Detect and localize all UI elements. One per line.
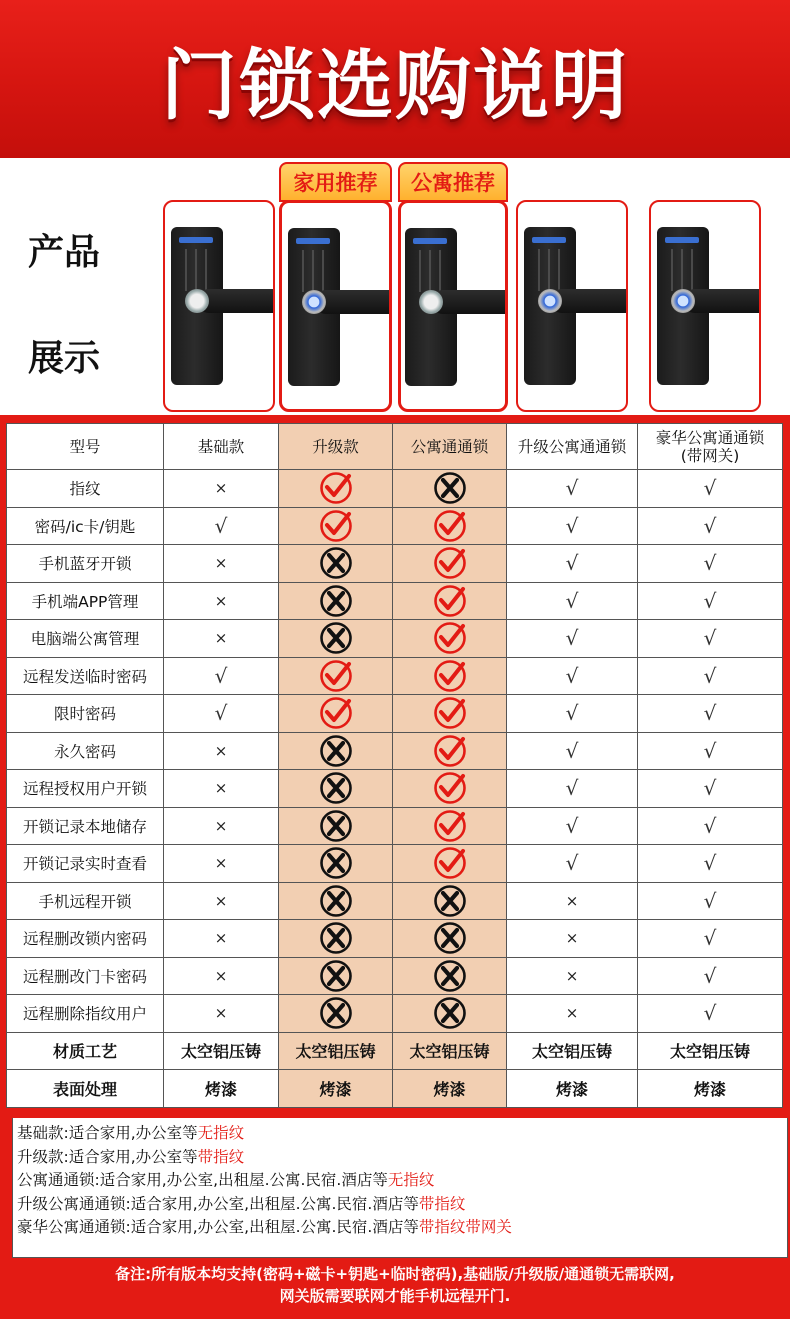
table-row <box>7 620 783 658</box>
cross-circle-icon <box>393 957 507 995</box>
cross-circle-icon <box>279 545 393 583</box>
material-row-label: 材质工艺 <box>7 1032 164 1070</box>
checkmark-apartment-upgrade: √ <box>507 770 638 808</box>
table-row <box>7 882 783 920</box>
table-row <box>7 657 783 695</box>
feature-label: 远程发送临时密码 <box>7 657 164 695</box>
notes-box <box>12 1118 788 1258</box>
product-card-upgrade[interactable] <box>279 200 392 412</box>
product-card-deluxe[interactable] <box>649 200 761 412</box>
note-highlight: 无指纹 <box>197 1124 245 1142</box>
cross-circle-icon <box>393 920 507 958</box>
checkmark-deluxe: √ <box>638 470 783 508</box>
comparison-section <box>0 415 790 1319</box>
comparison-table <box>6 423 783 1108</box>
feature-label: 远程授权用户开锁 <box>7 770 164 808</box>
cross-circle-icon <box>279 807 393 845</box>
page-title: 门锁选购说明 <box>161 40 629 130</box>
checkmark-basic: √ <box>164 657 279 695</box>
header-apartment-upgrade: 升级公寓通通锁 <box>507 424 638 470</box>
note-text: 基础款:适合家用,办公室等 <box>17 1124 198 1142</box>
header-model: 型号 <box>7 424 164 470</box>
checkmark-apartment-upgrade: √ <box>507 695 638 733</box>
showcase-label-bottom: 展示 <box>28 338 101 379</box>
checkmark-apartment-upgrade: √ <box>507 845 638 883</box>
cross-circle-icon <box>279 770 393 808</box>
note-line <box>17 1169 787 1193</box>
header-apartment: 公寓通通锁 <box>393 424 507 470</box>
surface-row <box>7 1070 783 1108</box>
material-row-value: 太空铝压铸 <box>279 1032 393 1070</box>
product-card-basic[interactable] <box>163 200 275 412</box>
check-circle-icon <box>279 507 393 545</box>
table-row <box>7 695 783 733</box>
checkmark-deluxe: √ <box>638 770 783 808</box>
checkmark-apartment-upgrade: √ <box>507 507 638 545</box>
cross-circle-icon <box>393 882 507 920</box>
table-row <box>7 920 783 958</box>
table-row <box>7 582 783 620</box>
table-row <box>7 545 783 583</box>
note-text: 公寓通通锁:适合家用,办公室,出租屋.公寓.民宿.酒店等 <box>17 1171 388 1189</box>
check-circle-icon <box>393 507 507 545</box>
table-row <box>7 957 783 995</box>
material-row-value: 太空铝压铸 <box>393 1032 507 1070</box>
feature-label: 手机远程开锁 <box>7 882 164 920</box>
cross-basic: × <box>164 770 279 808</box>
check-circle-icon <box>393 545 507 583</box>
checkmark-basic: √ <box>164 507 279 545</box>
showcase-label-top: 产品 <box>28 232 101 273</box>
table-row <box>7 732 783 770</box>
feature-label: 远程删除指纹用户 <box>7 995 164 1033</box>
checkmark-apartment-upgrade: √ <box>507 620 638 658</box>
checkmark-basic: √ <box>164 695 279 733</box>
checkmark-apartment-upgrade: √ <box>507 657 638 695</box>
note-line <box>17 1122 787 1146</box>
checkmark-deluxe: √ <box>638 995 783 1033</box>
note-line <box>17 1216 787 1240</box>
note-line <box>17 1193 787 1217</box>
note-line <box>17 1146 787 1170</box>
footer-remark <box>0 1263 790 1307</box>
cross-apartment-upgrade: × <box>507 995 638 1033</box>
feature-label: 开锁记录实时查看 <box>7 845 164 883</box>
table-row <box>7 807 783 845</box>
checkmark-apartment-upgrade: √ <box>507 545 638 583</box>
feature-label: 指纹 <box>7 470 164 508</box>
cross-basic: × <box>164 920 279 958</box>
product-card-apartment-upgrade[interactable] <box>516 200 628 412</box>
cross-circle-icon <box>279 732 393 770</box>
note-highlight: 无指纹 <box>387 1171 435 1189</box>
check-circle-icon <box>279 695 393 733</box>
check-circle-icon <box>393 770 507 808</box>
checkmark-deluxe: √ <box>638 920 783 958</box>
cross-basic: × <box>164 995 279 1033</box>
surface-row-value: 烤漆 <box>279 1070 393 1108</box>
note-text: 升级款:适合家用,办公室等 <box>17 1147 198 1166</box>
cross-basic: × <box>164 620 279 658</box>
checkmark-apartment-upgrade: √ <box>507 582 638 620</box>
checkmark-deluxe: √ <box>638 695 783 733</box>
table-row <box>7 770 783 808</box>
cross-circle-icon <box>279 882 393 920</box>
tag-home-recommend: 家用推荐 <box>279 162 392 202</box>
cross-basic: × <box>164 845 279 883</box>
check-circle-icon <box>393 620 507 658</box>
note-highlight: 带指纹 <box>197 1147 245 1166</box>
material-row-value: 太空铝压铸 <box>164 1032 279 1070</box>
checkmark-deluxe: √ <box>638 732 783 770</box>
cross-basic: × <box>164 470 279 508</box>
note-highlight: 带指纹 <box>418 1194 466 1213</box>
checkmark-deluxe: √ <box>638 657 783 695</box>
check-circle-icon <box>393 657 507 695</box>
check-circle-icon <box>279 657 393 695</box>
surface-row-value: 烤漆 <box>393 1070 507 1108</box>
checkmark-deluxe: √ <box>638 507 783 545</box>
check-circle-icon <box>393 807 507 845</box>
feature-label: 密码/ic卡/钥匙 <box>7 507 164 545</box>
feature-label: 手机蓝牙开锁 <box>7 545 164 583</box>
checkmark-deluxe: √ <box>638 582 783 620</box>
cross-circle-icon <box>279 582 393 620</box>
table-row <box>7 845 783 883</box>
surface-row-value: 烤漆 <box>164 1070 279 1108</box>
cross-basic: × <box>164 957 279 995</box>
cross-apartment-upgrade: × <box>507 957 638 995</box>
cross-circle-icon <box>279 845 393 883</box>
table-row <box>7 507 783 545</box>
header-basic: 基础款 <box>164 424 279 470</box>
cross-circle-icon <box>393 995 507 1033</box>
note-text: 升级公寓通通锁:适合家用,办公室,出租屋.公寓.民宿.酒店等 <box>17 1194 419 1213</box>
feature-label: 远程删改锁内密码 <box>7 920 164 958</box>
surface-row-value: 烤漆 <box>507 1070 638 1108</box>
check-circle-icon <box>393 695 507 733</box>
footer-line-1: 备注:所有版本均支持(密码+磁卡+钥匙+临时密码),基础版/升级版/通通锁无需联网, <box>115 1265 675 1283</box>
cross-circle-icon <box>279 995 393 1033</box>
note-highlight: 带指纹带网关 <box>418 1218 512 1236</box>
cross-circle-icon <box>279 957 393 995</box>
cross-circle-icon <box>393 470 507 508</box>
cross-apartment-upgrade: × <box>507 882 638 920</box>
checkmark-deluxe: √ <box>638 545 783 583</box>
surface-row-value: 烤漆 <box>638 1070 783 1108</box>
check-circle-icon <box>279 470 393 508</box>
header-upgrade: 升级款 <box>279 424 393 470</box>
checkmark-apartment-upgrade: √ <box>507 732 638 770</box>
cross-apartment-upgrade: × <box>507 920 638 958</box>
checkmark-deluxe: √ <box>638 620 783 658</box>
feature-label: 远程删改门卡密码 <box>7 957 164 995</box>
check-circle-icon <box>393 582 507 620</box>
header-deluxe-name: 豪华公寓通通锁 <box>655 428 765 447</box>
feature-label: 手机端APP管理 <box>7 582 164 620</box>
footer-line-2: 网关版需要联网才能手机远程开门. <box>279 1287 511 1305</box>
note-text: 豪华公寓通通锁:适合家用,办公室,出租屋.公寓.民宿.酒店等 <box>17 1218 419 1236</box>
checkmark-apartment-upgrade: √ <box>507 470 638 508</box>
material-row-value: 太空铝压铸 <box>638 1032 783 1070</box>
title-banner <box>0 0 790 158</box>
check-circle-icon <box>393 732 507 770</box>
cross-circle-icon <box>279 920 393 958</box>
cross-circle-icon <box>279 620 393 658</box>
table-header-row <box>7 424 783 470</box>
material-row <box>7 1032 783 1070</box>
cross-basic: × <box>164 732 279 770</box>
feature-label: 开锁记录本地储存 <box>7 807 164 845</box>
checkmark-deluxe: √ <box>638 845 783 883</box>
table-row <box>7 470 783 508</box>
table-row <box>7 995 783 1033</box>
cross-basic: × <box>164 545 279 583</box>
cross-basic: × <box>164 807 279 845</box>
cross-basic: × <box>164 882 279 920</box>
checkmark-apartment-upgrade: √ <box>507 807 638 845</box>
feature-label: 限时密码 <box>7 695 164 733</box>
tag-apartment-recommend: 公寓推荐 <box>398 162 508 202</box>
feature-label: 电脑端公寓管理 <box>7 620 164 658</box>
cross-basic: × <box>164 582 279 620</box>
checkmark-deluxe: √ <box>638 882 783 920</box>
checkmark-deluxe: √ <box>638 807 783 845</box>
header-deluxe <box>638 424 783 470</box>
surface-row-label: 表面处理 <box>7 1070 164 1108</box>
check-circle-icon <box>393 845 507 883</box>
product-card-apartment[interactable] <box>398 200 508 412</box>
material-row-value: 太空铝压铸 <box>507 1032 638 1070</box>
header-deluxe-sub: (带网关) <box>680 446 740 465</box>
feature-label: 永久密码 <box>7 732 164 770</box>
checkmark-deluxe: √ <box>638 957 783 995</box>
